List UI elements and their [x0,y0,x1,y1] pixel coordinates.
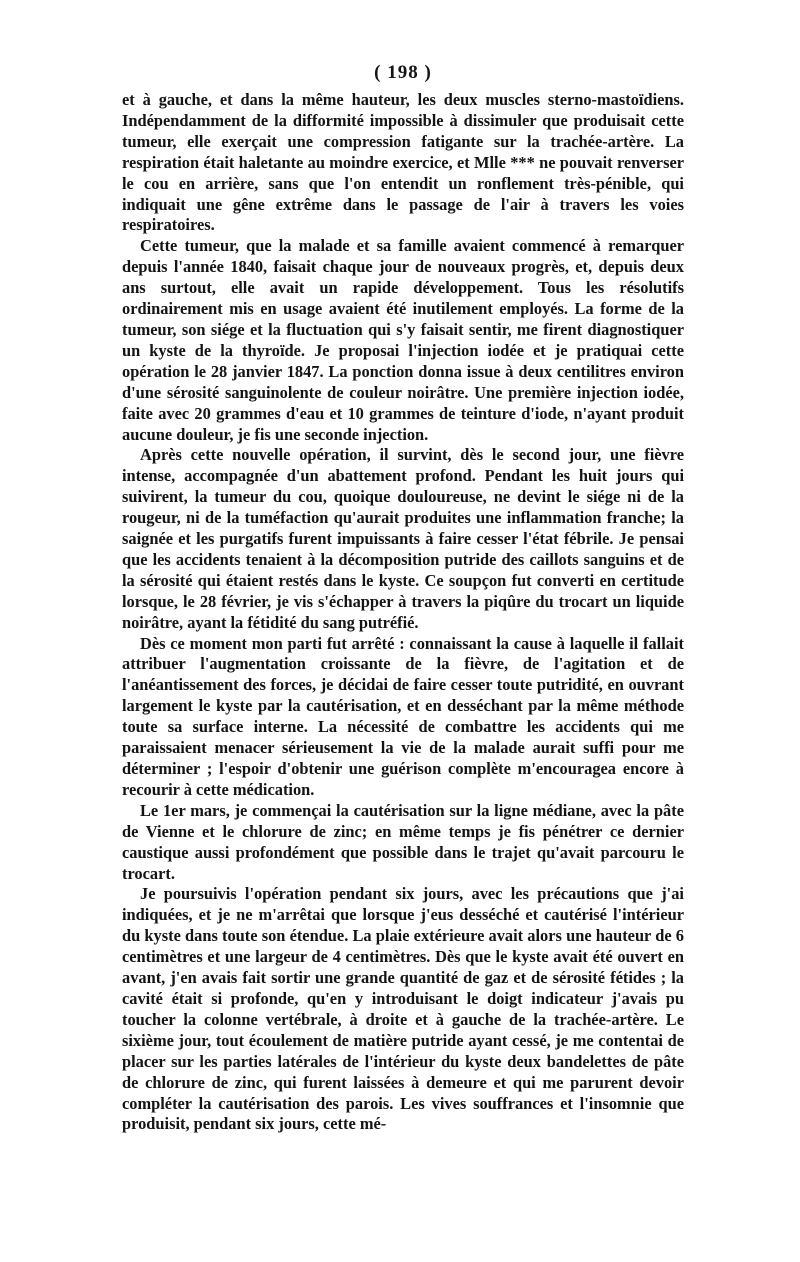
paragraph-first-march: Le 1er mars, je commençai la cautérisation sur la ligne médiane, avec la pâte de Vienne et le chlorure de zinc; en même temps je fis pénétrer ce dernier caustique aussi profondément que possible dans le trajet qu'avait parcouru le trocart. [122,800,684,883]
paragraph-operation: Je poursuivis l'opération pendant six jours, avec les précautions que j'ai indiquées, et je ne m'arrêtai que lorsque j'eus desséché et cautérisé l'intérieur du kyste dans toute son étendue. La plaie extérieure avait alors une hauteur de 6 centimètres et une largeur de 4 centimètres. Dès que le kyste avait été ouvert en avant, j'en avais fait sortir une grande quantité de gaz et de sérosité fétides ; la cavité était si profonde, qu'en y introduisant le doigt indicateur j'avais pu toucher la colonne vertébrale, à droite et à gauche de la trachée-artère. Le sixième jour, tout écoulement de matière putride ayant cessé, je me contentai de placer sur les parties latérales de l'intérieur du kyste deux bandelettes de pâte de chlorure de zinc, qui furent laissées à demeure et qui me parurent devoir compléter la cautérisation des parois. Les vives souffrances et l'insomnie que produisit, pendant six jours, cette mé- [122,884,684,1134]
paragraph-fever: Après cette nouvelle opération, il survint, dès le second jour, une fièvre intense, accompagnée d'un abattement profond. Pendant les huit jours qui suivirent, la tumeur du cou, quoique douloureuse, ne devint le siége ni de la rougeur, ni de la tuméfaction qu'aurait produites une inflammation franche; la saignée et les purgatifs furent impuissants à faire cesser l'état fébrile. Je pensai que les accidents tenaient à la décomposition putride des caillots sanguins et de la sérosité qui étaient restés dans le kyste. Ce soupçon fut converti en certitude lorsque, le 28 février, je vis s'échapper à travers la piqûre du trocart un liquide noirâtre, ayant la fétidité du sang putréfié. [122,445,684,632]
page-number: ( 198 ) [374,62,432,83]
paragraph-decision: Dès ce moment mon parti fut arrêté : connaissant la cause à laquelle il fallait attribuer l'augmentation croissante de la fièvre, de l'agitation et de l'anéantissement des forces, je décidai de faire cesser toute putridité, en ouvrant largement le kyste par la cautérisation, et en desséchant par la même méthode toute sa surface interne. La nécessité de combattre les accidents qui me paraissaient menacer sérieusement la vie de la malade aurait suffi pour me déterminer ; l'espoir d'obtenir une guérison complète m'encouragea encore à recourir à cette médication. [122,633,684,799]
paragraph-tumeur-history: Cette tumeur, que la malade et sa famille avaient commencé à remarquer depuis l'année 1840, faisait chaque jour de nouveaux progrès, et, depuis deux ans surtout, elle avait un rapide développement. Tous les résolutifs ordinairement mis en usage avaient été inutilement employés. La forme de la tumeur, son siége et la fluctuation qui s'y faisait sentir, me firent diagnostiquer un kyste de la thyroïde. Je proposai l'injection iodée et je pratiquai cette opération le 28 janvier 1847. La ponction donna issue à deux centilitres environ d'une sérosité sanguinolente de couleur noirâtre. Une première injection iodée, faite avec 20 grammes d'eau et 10 grammes de teinture d'iode, n'ayant produit aucune douleur, je fis une seconde injection. [122,236,684,444]
paragraph-continuation: et à gauche, et dans la même hauteur, les deux muscles sterno-mastoïdiens. Indépendamment de la difformité impossible à dissimuler que produisait cette tumeur, elle exerçait une compression fatigante sur la trachée-artère. La respiration était haletante au moindre exercice, et Mlle *** ne pouvait renverser le cou en arrière, sans que l'on entendit un ronflement très-pénible, qui indiquait une gêne extrême dans le passage de l'air à travers les voies respiratoires. [122,90,684,235]
document-page [122,58,684,1135]
